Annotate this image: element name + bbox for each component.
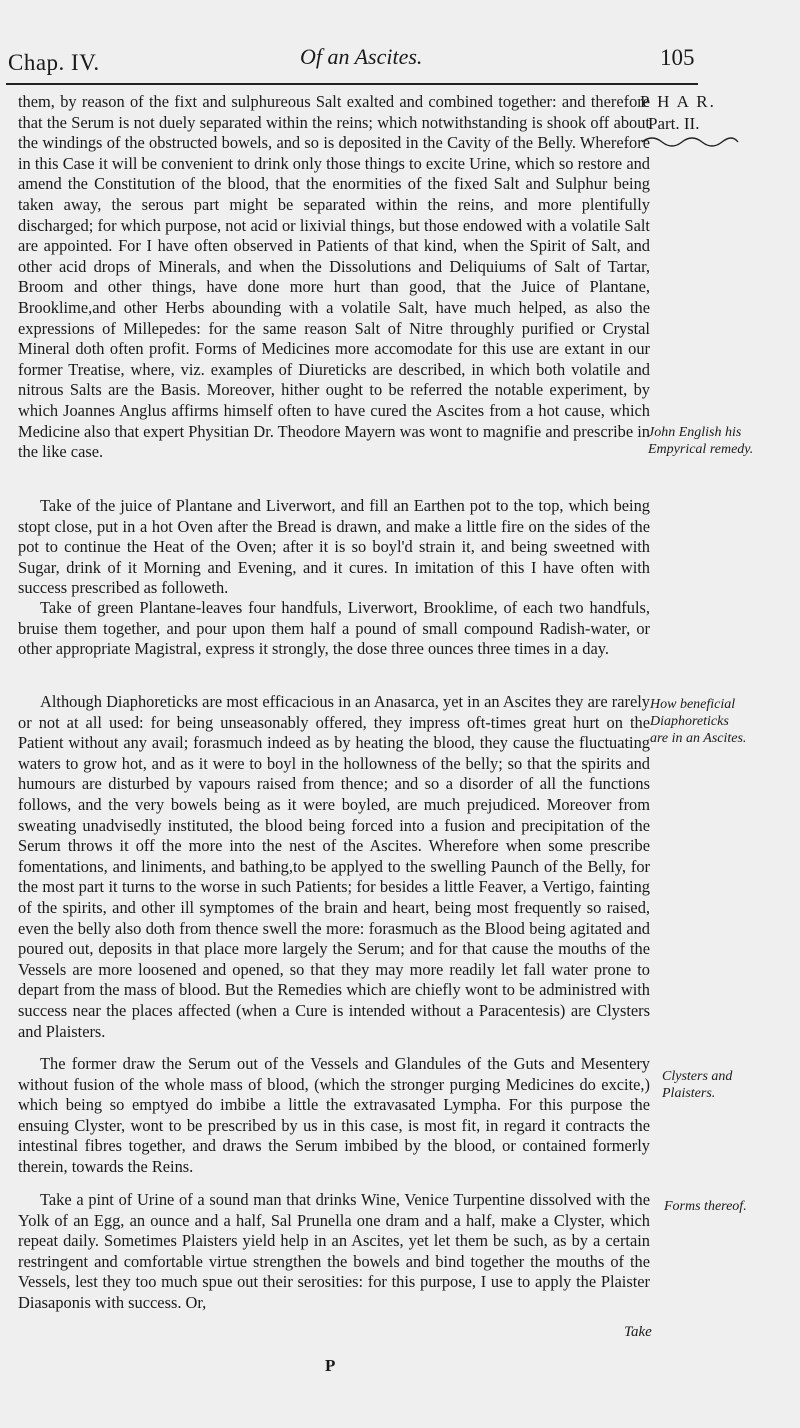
recipe-block xyxy=(18,496,650,599)
margin-phar: P H A R. xyxy=(640,92,716,111)
paragraph-block xyxy=(18,1190,650,1314)
paragraph: The former draw the Serum out of the Vessels and Glandules of the Guts and Mesentery without fusion of the whole mass of blood, (which the stronger purging Medicines do excite,) which being so emptyed do imbibe a little the extravasated Lympha. For this purpose the ensuing Clyster, wont to be prescribed by us in this case, is most fit, in regard it contracts the intestinal fibres together, and draws the Serum imbibed by the blood, or contained formerly therein, towards the Reins. xyxy=(18,1054,650,1176)
page-number: 105 xyxy=(660,45,695,70)
paragraph: Take a pint of Urine of a sound man that drinks Wine, Venice Turpentine dissolved with the Yolk of an Egg, an ounce and a half, Sal Prunella one dram and a half, make a Clyster, which repeat daily. Sometimes Plaisters yield help in an Ascites, yet let them be such, as by a certain restringent and comfortable virtue strengthen the bowels and bind together the mouths of the Vessels, lest they too much spue out their serosities: for this purpose, I use to apply the Plaister Diasaponis with success. Or, xyxy=(18,1190,650,1312)
side-note: Clysters and Plaisters. xyxy=(662,1069,733,1101)
paragraph-block xyxy=(18,92,650,463)
catchword: Take xyxy=(624,1324,652,1340)
page-header xyxy=(0,0,800,80)
side-note: Forms thereof. xyxy=(664,1199,747,1214)
side-note: How beneficial Diaphoreticks are in an Ascites. xyxy=(650,697,747,746)
flourish-ornament xyxy=(640,134,740,150)
recipe-paragraph: Take of the juice of Plantane and Liverwort, and fill an Earthen pot to the top, which being stopt close, put in a hot Oven after the Bread is drawn, and make a little fire on the sides of the pot to continue the Heat of the Oven; after it is so boyl'd strain it, and being sweetned with Sugar, drink of it Morning and Evening, and it cures. In imitation of this I have often with success prescribed as followeth. xyxy=(18,496,650,598)
paragraph-block xyxy=(18,692,650,1042)
margin-part: Part. II. xyxy=(648,114,700,133)
recipe-block xyxy=(18,598,650,660)
paragraph-block xyxy=(18,1054,650,1178)
chapter-label: Chap. IV. xyxy=(8,50,100,75)
header-rule xyxy=(6,83,698,85)
signature-mark: P xyxy=(325,1356,336,1375)
running-title: Of an Ascites. xyxy=(300,44,423,69)
paragraph: them, by reason of the fixt and sulphureous Salt exalted and combined together: and therefore that the Serum is not duely separated within the reins; which notwithstanding is shook off about the windings of the obstructed bowels, and so is deposited in the Cavity of the Belly. Wherefore in this Case it will be convenient to drink only those things to excite Urine, which so restore and amend the Constitution of the blood, that the enormities of the fixed Salt and Sulphur being taken away, the serous part might be separated within the reins, and more plentifully discharged; for which purpose, not acid or lixivial things, but those endowed with a volatile Salt are appointed. For I have often observed in Patients of that kind, when the Spirit of Salt, and other acid drops of Minerals, and when the Dissolutions and Deliquiums of Salt of Tartar, Broom and other things, have done more hurt than good, that the Juice of Plantane, Brooklime,and other Herbs abounding with a volatile Salt, have much helped, as also the expressions of Millepedes: for the same reason Salt of Nitre throughly purified or Crystal Mineral doth often profit. Forms of Medicines more accomodate for this use are extant in our former Treatise, where, viz. examples of Diureticks are described, in which both volatile and nitrous Salts are the Basis. Moreover, hither ought to be referred the notable experiment, by which Joannes Anglus affirms himself often to have cured the Ascites from a hot cause, which Medicine also that expert Physitian Dr. Theodore Mayern was wont to magnifie and prescribe in the like case. xyxy=(18,92,650,462)
paragraph: Although Diaphoreticks are most efficacious in an Anasarca, yet in an Ascites they are rarely or not at all used: for being unseasonably offered, they impress oft-times great hurt on the Patient without any avail; forasmuch indeed as by heating the blood, they cause the fluctuating waters to grow hot, and as it were to boyl in the hollowness of the belly; so that the spirits and humours are disturbed by vapours raised from thence; and so a disorder of all the functions follows, and the very bowels being as it were boyled, are much prejudiced. Moreover from sweating unadvisedly instituted, the blood being forced into a fusion and precipitation of the Serum throws it off the more into the nest of the Ascites. Wherefore when some prescribe fomentations, and liniments, and bathing,to be applyed to the swelling Paunch of the Belly, for the most part it turns to the worse in such Patients; for besides a little Feaver, a Vertigo, fainting of the spirits, and other ill symptomes of the brain and heart, being most frequently so raised, even the belly also doth from thence swell the more: forasmuch as the Blood being agitated and poured out, deposits in that place more largely the Serum; and for that cause the mouths of the Vessels are more loosened and opened, so that they may more readily let fall water prone to depart from the mass of blood. But the Remedies which are chiefly wont to be administred with success near the places affected (when a Cure is intended without a Paracentesis) are Clysters and Plaisters. xyxy=(18,692,650,1041)
side-note: John English his Empyrical remedy. xyxy=(648,425,754,457)
recipe-paragraph: Take of green Plantane-leaves four handfuls, Liverwort, Brooklime, of each two handfuls, bruise them together, and pour upon them half a pound of small compound Radish-water, or other appropriate Magistral, express it strongly, the dose three ounces three times in a day. xyxy=(18,598,650,659)
